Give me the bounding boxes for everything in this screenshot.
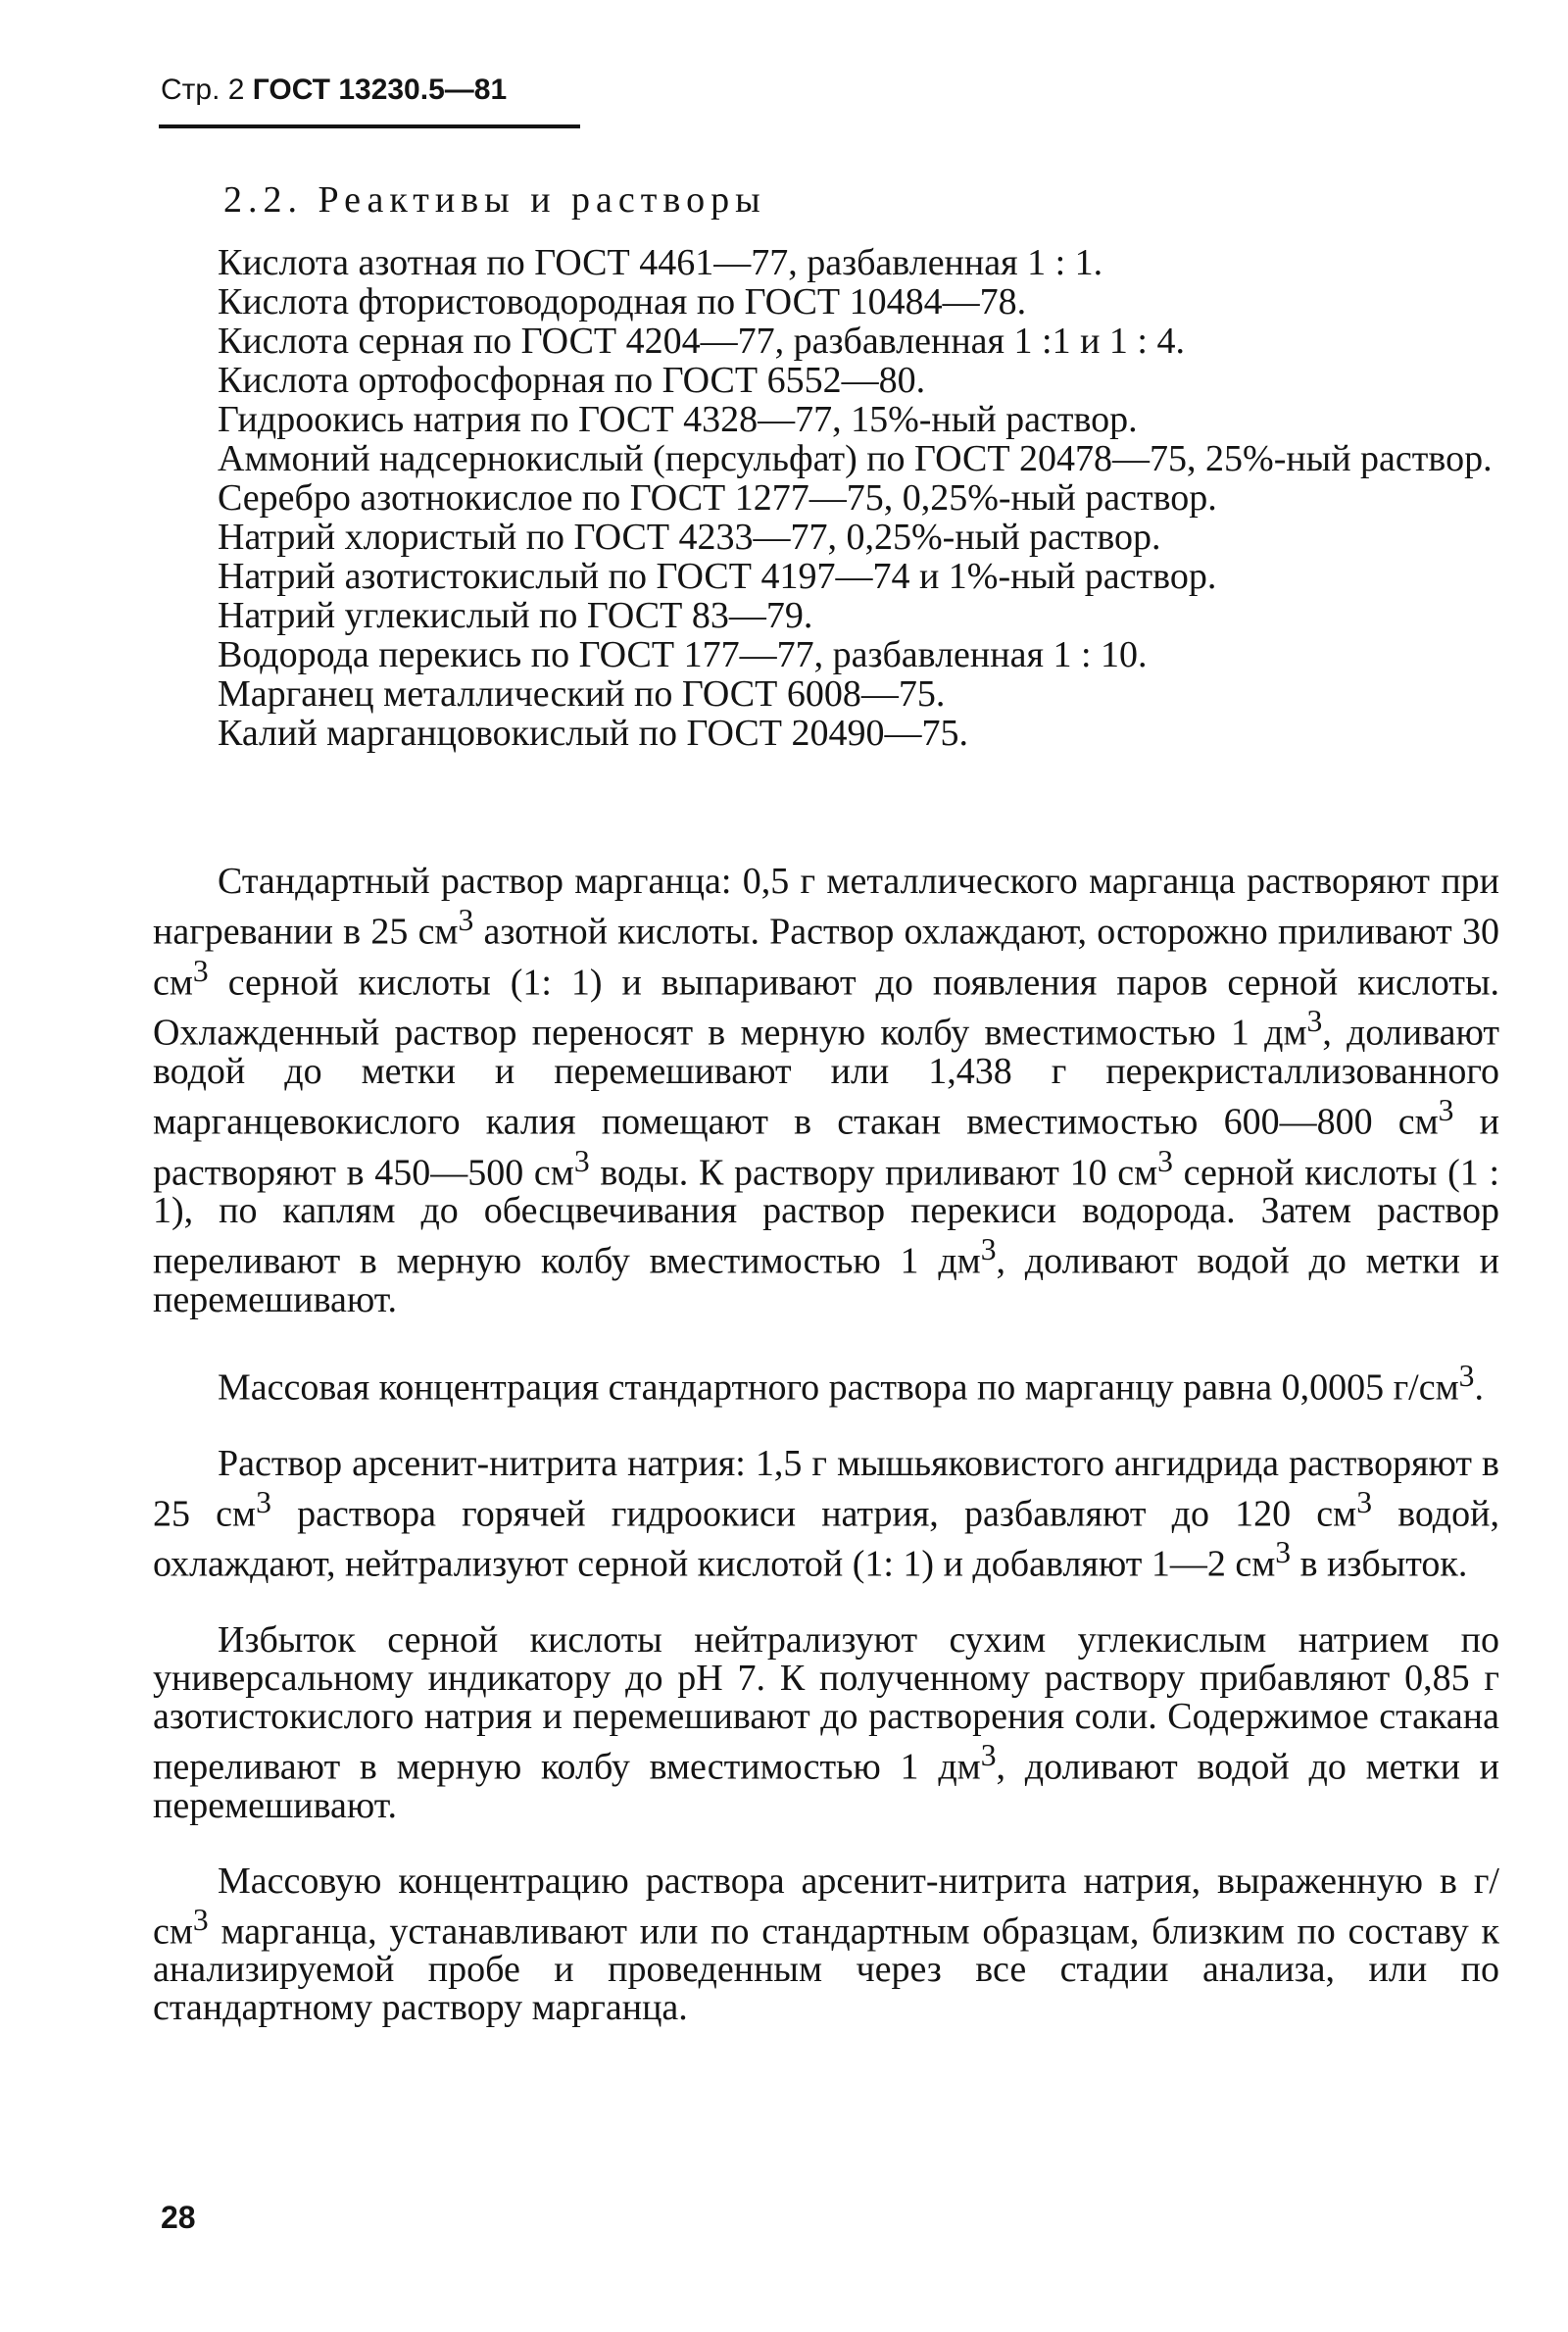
reagent-item: Марганец металлический по ГОСТ 6008—75. bbox=[218, 673, 946, 715]
reagent-item: Натрий азотистокислый по ГОСТ 4197—74 и 1%-ный раствор. bbox=[218, 556, 1217, 597]
reagent-item: Кислота серная по ГОСТ 4204—77, разбавленная 1 :1 и 1 : 4. bbox=[218, 321, 1185, 362]
body-text bbox=[153, 863, 1499, 2043]
reagent-item: Кислота фтористоводородная по ГОСТ 10484—78. bbox=[218, 281, 1027, 323]
reagent-item: Натрий углекислый по ГОСТ 83—79. bbox=[218, 595, 813, 636]
reagent-item: Аммоний надсернокислый (персульфат) по ГОСТ 20478—75, 25%-ный раствор. bbox=[218, 438, 1493, 479]
reagent-item: Серебро азотнокислое по ГОСТ 1277—75, 0,25%-ный раствор. bbox=[218, 477, 1217, 519]
paragraph-arsenite-concentration: Массовую концентрацию раствора арсенит-нитрита натрия, выраженную в $г/см^3$ марганца, устанавливают или по стандартным образцам, близким по составу к анализируемой пробе и проведенным через все стадии анализа, или по стандартному раствору марганца. bbox=[153, 1860, 1499, 2029]
paragraph-excess-acid: Избыток серной кислоты нейтрализуют сухим углекислым натрием по универсальному индикатору до pH 7. К полученному раствору прибавляют 0,85 г азотистокислого натрия и перемешивают до растворения соли. Содержимое стакана переливают в мерную колбу вместимостью 1 $дм^3$, доливают водой до метки и перемешивают. bbox=[153, 1618, 1499, 1826]
reagent-item: Гидроокись натрия по ГОСТ 4328—77, 15%-ный раствор. bbox=[218, 399, 1138, 440]
reagent-item: Водорода перекись по ГОСТ 177—77, разбавленная 1 : 10. bbox=[218, 634, 1148, 675]
paragraph-mass-concentration: Массовая концентрация стандартного раствора по марганцу равна 0,0005 $г/см^3$. bbox=[218, 1358, 1484, 1409]
reagent-list bbox=[153, 243, 1525, 753]
reagent-item: Калий марганцовокислый по ГОСТ 20490—75. bbox=[218, 713, 968, 754]
paragraph-arsenite-solution: Раствор арсенит-нитрита натрия: 1,5 г мышьяковистого ангидрида растворяют в 25 $см^3$ раствора горячей гидроокиси натрия, разбавляют до 120 $см^3$ водой, охлаждают, нейтрализуют серной кислотой (1: 1) и добавляют 1—2 $см^3$ в избыток. bbox=[153, 1442, 1499, 1585]
page-reference: Стр. 2 bbox=[161, 74, 245, 106]
page-header bbox=[161, 73, 507, 108]
page-number: 28 bbox=[161, 2200, 196, 2235]
header-rule bbox=[159, 124, 580, 128]
section-title: 2.2. Реактивы и растворы bbox=[223, 179, 766, 221]
reagent-item: Кислота ортофосфорная по ГОСТ 6552—80. bbox=[218, 360, 926, 401]
gost-number: ГОСТ 13230.5—81 bbox=[252, 74, 508, 106]
paragraph-standard-solution: Стандартный раствор марганца: 0,5 г металлического марганца растворяют при нагревании в 25 $см^3$ азотной кислоты. Раствор охлаждают, осторожно приливают 30 $см^3$ серной кислоты (1: 1) и выпаривают до появления паров серной кислоты. Охлажденный раствор переносят в мерную колбу вместимостью 1 $дм^3$, доливают водой до метки и перемешивают или 1,438 г перекристаллизованного марганцевокислого калия помещают в стакан вместимостью 600—800 $см^3$ и растворяют в 450—500 $см^3$ воды. К раствору приливают 10 $см^3$ серной кислоты (1 : 1), по каплям до обесцвечивания раствор перекиси водорода. Затем раствор переливают в мерную колбу вместимостью 1 $дм^3$, доливают водой до метки и перемешивают. bbox=[153, 861, 1500, 1320]
reagent-item: Натрий хлористый по ГОСТ 4233—77, 0,25%-ный раствор. bbox=[218, 517, 1161, 558]
reagent-item: Кислота азотная по ГОСТ 4461—77, разбавленная 1 : 1. bbox=[218, 242, 1103, 283]
